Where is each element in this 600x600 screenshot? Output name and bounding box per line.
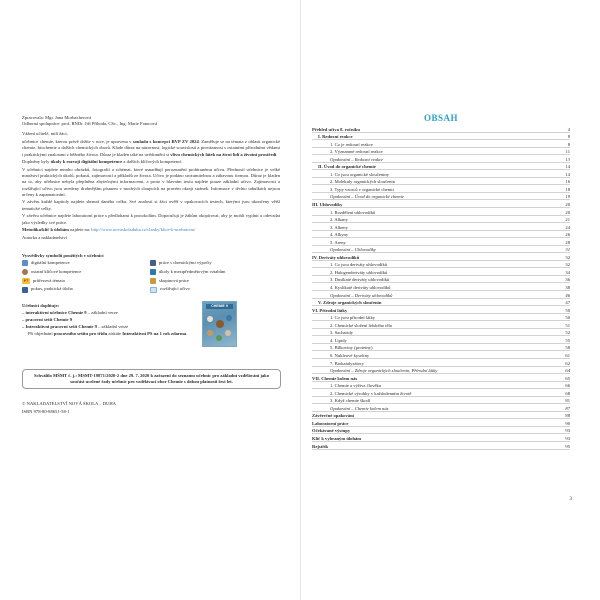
legend-item [150, 286, 278, 292]
supplements [22, 303, 280, 363]
text: – interaktivní učebnice Chemie 9 [22, 309, 87, 315]
toc-entry-label: Opakování – Chemie kolem nás [312, 406, 390, 411]
toc-entry-page: 66 [565, 383, 570, 389]
toc-entry-label: 1. Co jsou deriváty uhlovodíků [312, 262, 389, 267]
legend-item [150, 278, 278, 284]
legend-item [22, 260, 150, 266]
toc-entry-page: 20 [565, 209, 570, 215]
toc-entry-label: 1. Co jsou organické sloučeniny [312, 172, 391, 177]
toc-entry-page: 55 [565, 337, 570, 343]
intro-paragraph-1 [22, 139, 280, 158]
toc-entry-page: 16 [565, 179, 570, 185]
toc-entry[interactable] [312, 397, 570, 405]
toc-entry-page: 31 [565, 247, 570, 253]
toc-entry[interactable] [312, 268, 570, 276]
toc-entry[interactable] [312, 148, 570, 156]
toc-entry[interactable] [312, 253, 570, 261]
toc-entry-label: Očekávané výstupy [312, 428, 351, 434]
toc-entry-label: 4. Kyslíkaté deriváty uhlovodíků [312, 285, 392, 290]
toc-entry-page: 4 [567, 126, 570, 132]
toc-entry-page: 46 [565, 292, 570, 298]
legend-label: digitální kompetence [31, 260, 70, 266]
toc-entry[interactable] [312, 412, 570, 420]
toc-entry-label: IV. Deriváty uhlovodíků [312, 254, 360, 260]
toc-entry-page: 52 [565, 330, 570, 336]
toc-entry[interactable] [312, 351, 570, 359]
legend-label: skupinová práce [159, 277, 189, 283]
toc-entry-label: 2. Významné redoxní reakce [312, 149, 385, 154]
toc-entry[interactable] [312, 208, 570, 216]
toc-entry[interactable] [312, 185, 570, 193]
toc-entry-label: Opakování – Redoxní reakce [312, 157, 385, 162]
supplement-note [22, 331, 202, 337]
legend-title: Vysvětlivky symbolů použitých v učebnici [22, 253, 104, 259]
toc-entry[interactable] [312, 427, 570, 435]
toc-entry-label: 7. Biokatalyzátory [312, 361, 366, 366]
toc-entry[interactable] [312, 133, 570, 141]
toc-entry[interactable] [312, 404, 570, 412]
toc-entry-label: 1. Co je redoxní reakce [312, 142, 375, 147]
toc-entry[interactable] [312, 306, 570, 314]
toc-entry-label: 3. Typy vzorců v organické chemii [312, 187, 396, 192]
toc-entry-label: 3. Sacharidy [312, 330, 355, 335]
intro-paragraph-4: V závěru každé kapitoly najdete shrnutí daného celku. Své znalosti si žáci ověří v opakovacích testech, kterými jsou ukončeny větší tematické celky. [22, 199, 280, 211]
greeting: Vážení učitelé, milí žáci, [22, 131, 68, 137]
experiment-icon [22, 287, 28, 293]
toc-entry-label: Opakování – Deriváty uhlovodíků [312, 293, 394, 298]
toc-entry-page: 32 [565, 254, 570, 260]
toc-entry[interactable] [312, 276, 570, 284]
supplement-item [22, 310, 202, 316]
toc-entry-page: 19 [565, 194, 570, 200]
toc-entry[interactable] [312, 125, 570, 133]
text: Při objednání [28, 330, 54, 336]
toc-entry-label: Klíč k vybraným úlohám [312, 435, 362, 441]
legend-label: průřezová témata [33, 277, 65, 283]
toc-entry-page: 87 [565, 405, 570, 411]
left-page-content [22, 115, 280, 416]
toc-entry-label: Přehled učiva 8. ročníku [312, 126, 360, 132]
toc-entry[interactable] [312, 170, 570, 178]
toc-entry-page: 81 [565, 398, 570, 404]
toc-entry-label: VI. Přírodní látky [312, 307, 348, 313]
key-competence-icon [22, 269, 28, 275]
toc-entry-page: 34 [565, 269, 570, 275]
intro-paragraph-2 [22, 159, 280, 165]
toc-entry[interactable] [312, 374, 570, 382]
cover-decoration [226, 315, 232, 321]
methodology-link[interactable]: http://www.novaskoladuha.cz/clanky/klice-k-ucebnicim/ [91, 227, 196, 233]
toc-entry-label: V. Zdroje organických sloučenin [312, 300, 383, 305]
toc-entry-label: 3. Když chemie škodí [312, 398, 372, 403]
toc-entry[interactable] [312, 344, 570, 352]
toc-entry[interactable] [312, 367, 570, 375]
toc-entry-page: 58 [565, 345, 570, 351]
toc-entry-page: 20 [565, 202, 570, 208]
toc-entry[interactable] [312, 261, 570, 269]
toc-entry-label: 2. Chemické výrobky v každodenním životě [312, 391, 413, 396]
toc-entry[interactable] [312, 442, 570, 450]
text: . [276, 151, 278, 157]
calculator-icon [150, 260, 156, 266]
toc-entry-page: 65 [565, 375, 570, 381]
legend-item [22, 286, 150, 292]
toc-title: OBSAH [423, 113, 458, 123]
toc-entry-label: II. Úvod do organické chemie [312, 164, 378, 169]
toc-entry-label: Opakování – Uhlovodíky [312, 247, 378, 252]
signature: Autorka a nakladatelství [22, 234, 67, 240]
toc-entry-page: 95 [565, 443, 570, 449]
legend-label: pokus, praktická úloha [31, 286, 73, 292]
text: najdete na: [68, 227, 92, 233]
legend-item [150, 269, 278, 275]
cover-decoration [225, 330, 231, 336]
introduction [22, 131, 280, 241]
text: . [186, 330, 188, 336]
toc-entry-label: 5. Bílkoviny (proteiny) [312, 345, 375, 350]
intro-paragraph-3: V učebnici najdete mnoho obrázků, fotografií a schémat, které usnadňují porozumění probíranému učivu. Předností učebnice je velké množství praktických úkolů, pokusů, zajímavostí a příkladů ze života. Učivo je podáno srozumitelnou a zábavnou formou. Důraz je kladen na to, aby učebnice nebyla přeplněna zbytečnými informacemi, a proto v hlavním textu najdete pouze základní učivo. Zajímavosti a rozšiřující učivo jsou uvedeny drobnějším písmem v modrých sloupcích na pravém okraji stránek. Informace v těchto tabulkách nejsou určeny k zapamatování. [22, 166, 280, 197]
toc-entry[interactable] [312, 329, 570, 337]
toc-entry[interactable] [312, 314, 570, 322]
group-work-icon [150, 278, 156, 284]
legend-label: práce s chemickými výpočty [159, 260, 212, 266]
author-line: Zpracovala: Mgr. Jana Morbacherová [22, 115, 92, 120]
legend-label: ostatní klíčové kompetence [31, 269, 82, 275]
toc-entry-label: 5. Areny [312, 240, 348, 245]
toc-entry-page: 32 [565, 262, 570, 268]
toc-entry-page: 13 [565, 156, 570, 162]
toc-entry-label: Laboratorní práce [312, 420, 349, 426]
toc-entry-label: 1. Chemie a výživa člověka [312, 383, 383, 388]
toc-entry-page: 14 [565, 164, 570, 170]
legend-item [22, 269, 150, 275]
toc-entry-page: 21 [565, 217, 570, 223]
toc-entry-label: 2. Halogenderiváty uhlovodíků [312, 270, 389, 275]
toc-entry[interactable] [312, 223, 570, 231]
right-page [300, 0, 600, 600]
toc-entry-label: 3. Dusíkaté deriváty uhlovodíků [312, 277, 391, 282]
legend-label: rozšiřující učivo [160, 286, 190, 292]
toc-entry-page: 8 [567, 134, 570, 140]
toc-entry[interactable] [312, 238, 570, 246]
copyright-block [22, 400, 280, 416]
cooperation-line: Odborná spolupráce: prof. RNDr. Jiří Příhoda, CSc., Ing. Marie Francová [22, 121, 158, 127]
interdisciplinary-icon [150, 269, 156, 275]
legend-item [22, 278, 150, 284]
toc-entry-page: 47 [565, 300, 570, 306]
emphasis: souladu s koncepcí RVP ZV 2024 [132, 139, 199, 145]
legend-label: úkoly k mezipředmětovým vztahům [159, 269, 226, 275]
toc-entry-page: 61 [565, 352, 570, 358]
toc-entry[interactable] [312, 231, 570, 239]
toc-entry-label: 2. Chemické složení lidského těla [312, 323, 394, 328]
toc-entry-page: 90 [565, 420, 570, 426]
table-of-contents [312, 113, 570, 450]
toc-entry-label: Závěrečné opakování [312, 413, 354, 419]
toc-entry[interactable] [312, 140, 570, 148]
toc-entry-page: 88 [565, 413, 570, 419]
toc-entry[interactable] [312, 178, 570, 186]
text: získáte [107, 330, 123, 336]
toc-entry-page: 36 [565, 277, 570, 283]
toc-entry-label: III. Uhlovodíky [312, 202, 343, 208]
cover-decoration [216, 320, 224, 328]
toc-entry-page: 62 [565, 360, 570, 366]
toc-entry[interactable] [312, 291, 570, 299]
emphasis: úkoly k rozvoji digitální kompetence [50, 159, 123, 165]
text: učebnice chemie, kterou právě držíte v ruce, je upravena v [22, 139, 133, 145]
toc-entry[interactable] [312, 283, 570, 291]
toc-entry-page: 50 [565, 307, 570, 313]
toc-entry[interactable] [312, 419, 570, 427]
methodology-line [22, 227, 280, 233]
toc-entry-page: 50 [565, 315, 570, 321]
toc-entry[interactable] [312, 155, 570, 163]
extension-icon [150, 287, 157, 293]
computer-icon [22, 260, 28, 266]
toc-entry-page: 14 [565, 171, 570, 177]
isbn: ISBN 978-80-88651-58-1 [22, 408, 70, 414]
toc-entry[interactable] [312, 216, 570, 224]
supplement-list [22, 303, 202, 337]
supplement-item [22, 324, 202, 330]
ministry-approval-box: Schválilo MŠMT č. j.: MSMT-19871/2020-2 dne 29. 7. 2020 k zařazení do seznamu učebnic pro základní vzdělávání jako součást ucelené řady učebnic pro vzdělávací obor Chemie s dobou platnosti šest let. [22, 369, 281, 389]
toc-entry[interactable] [312, 389, 570, 397]
toc-entry[interactable] [312, 299, 570, 307]
toc-entry-label: 1. Co jsou přírodní látky [312, 315, 377, 320]
toc-entry-label: 3. Alkeny [312, 225, 350, 230]
page-number: 3 [569, 497, 572, 502]
toc-entry[interactable] [312, 193, 570, 201]
toc-entry[interactable] [312, 200, 570, 208]
legend-grid [22, 260, 280, 292]
book-cover-image [202, 301, 237, 347]
symbol-legend [22, 253, 280, 293]
credits [22, 115, 280, 127]
toc-entry-page: 93 [565, 435, 570, 441]
toc-entry-page: 51 [565, 322, 570, 328]
cover-title: CHEMIE 9 [206, 304, 233, 309]
toc-entry-label: 2. Alkany [312, 217, 350, 222]
toc-entry-page: 24 [565, 224, 570, 230]
toc-entry-label: 2. Molekuly organických sloučenin [312, 179, 397, 184]
supplement-item: – pracovní sešit Chemie 9 [22, 316, 73, 322]
cover-decoration [216, 335, 222, 341]
toc-entry-page: 26 [565, 232, 570, 238]
toc-entry-page: 11 [565, 149, 570, 155]
toc-entry-label: I. Redoxní reakce [312, 134, 355, 139]
toc-entry[interactable] [312, 246, 570, 254]
toc-entry-label: 6. Nukleové kyseliny [312, 353, 371, 358]
cover-decoration [207, 330, 213, 336]
toc-entry-page: 38 [565, 285, 570, 291]
toc-entry-page: 64 [565, 368, 570, 374]
toc-entry-page: 18 [565, 186, 570, 192]
toc-entry-page: 28 [565, 239, 570, 245]
text: – základní verze [86, 309, 118, 315]
toc-entry[interactable] [312, 359, 570, 367]
text: a dalších klíčových kompetencí. [122, 159, 183, 165]
pt-icon: PT [23, 278, 29, 283]
text: Doplněny byly [22, 159, 51, 165]
toc-entry-page: 93 [565, 428, 570, 434]
toc-entry-page: 68 [565, 390, 570, 396]
text: – Interaktivní pracovní sešit Chemie 9 [22, 323, 97, 329]
intro-paragraph-5: V závěru učebnice najdete laboratorní práce s předlohami k protokolům. Doporučuji je žákům okopírovat, aby je mohli vyplnit a odevzdat jako výsledky své práce. [22, 213, 280, 225]
legend-item [150, 260, 278, 266]
text: . Zaměřuje se na témata z oblasti organické chemie, biochemie a dalších chemických oborů. Klade důraz na názornost, logické souvislosti a provázanost s ostatními přírodními vědami i praktickými znalostmi z běžného života. Důraz je kladen také na uvědomění si [22, 139, 280, 157]
methodology-label: Metodika/klíč k úlohám [22, 227, 69, 233]
supplements-title: Učebnici doplňuje: [22, 302, 60, 308]
toc-entry[interactable] [312, 336, 570, 344]
text: Interaktivní PS na 1 rok zdarma [122, 330, 187, 336]
emphasis: vlivu chemických látek na život lidí a životní prostředí [170, 151, 277, 157]
toc-entry[interactable] [312, 434, 570, 442]
toc-entry[interactable] [312, 163, 570, 171]
toc-entry-label: 4. Lipidy [312, 338, 349, 343]
toc-entry-label: VII. Chemie kolem nás [312, 375, 358, 381]
toc-entry-label: Rejstřík [312, 443, 329, 449]
copyright: © NAKLADATELSTVÍ NOVÁ ŠKOLA – DUHA [22, 400, 116, 406]
toc-entry-label: Opakování – Úvod do organické chemie [312, 194, 406, 199]
toc-list [312, 125, 570, 450]
toc-entry[interactable] [312, 382, 570, 390]
cover-decoration [207, 316, 213, 322]
toc-entry-label: Opakování – Zdroje organických sloučenin, Přírodní látky [312, 368, 439, 373]
toc-entry[interactable] [312, 321, 570, 329]
toc-entry-label: 4. Alkyny [312, 232, 350, 237]
toc-entry-page: 8 [567, 141, 570, 147]
toc-entry-label: 1. Rozdělení uhlovodíků [312, 210, 377, 215]
text: – základní verze [96, 323, 129, 329]
text: pracovního sešitu pro třídu [53, 330, 108, 336]
